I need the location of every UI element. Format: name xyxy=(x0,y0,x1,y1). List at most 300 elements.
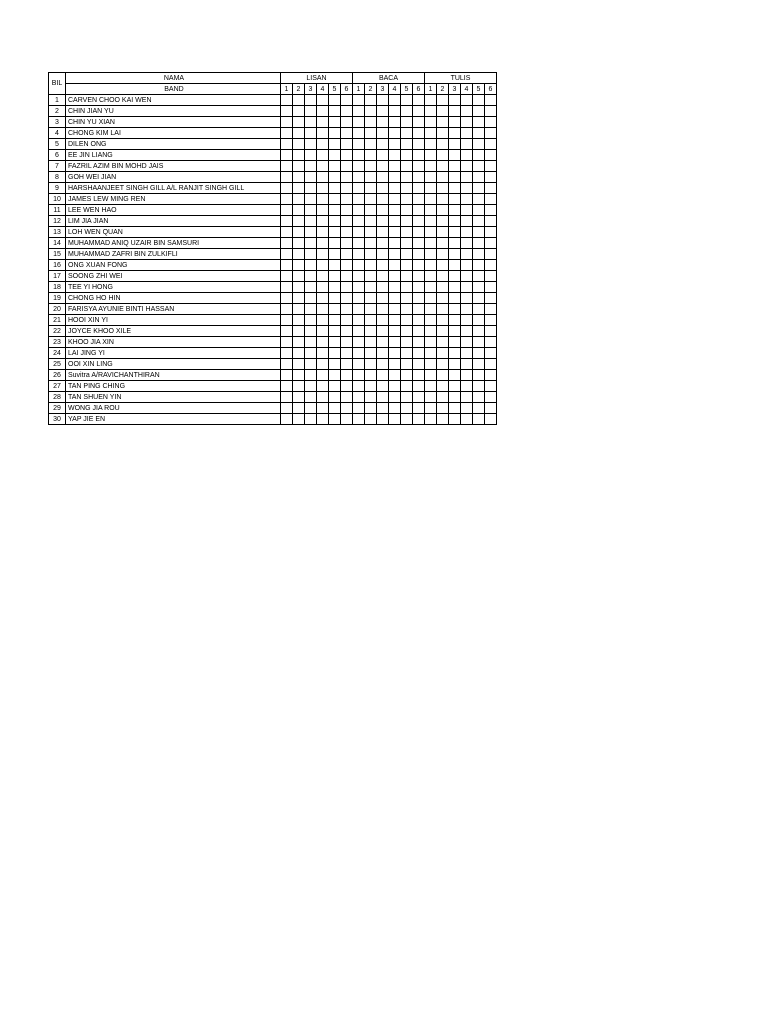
baca-level-4-cell[interactable] xyxy=(389,359,401,370)
lisan-level-3-cell[interactable] xyxy=(305,172,317,183)
lisan-level-3-cell[interactable] xyxy=(305,106,317,117)
lisan-level-1-cell[interactable] xyxy=(281,414,293,425)
baca-level-4-cell[interactable] xyxy=(389,172,401,183)
lisan-level-1-cell[interactable] xyxy=(281,139,293,150)
lisan-level-5-cell[interactable] xyxy=(329,348,341,359)
baca-level-3-cell[interactable] xyxy=(377,392,389,403)
tulis-level-4-cell[interactable] xyxy=(461,194,473,205)
lisan-level-3-cell[interactable] xyxy=(305,161,317,172)
baca-level-1-cell[interactable] xyxy=(353,117,365,128)
baca-level-5-cell[interactable] xyxy=(401,117,413,128)
lisan-level-1-cell[interactable] xyxy=(281,172,293,183)
lisan-level-1-cell[interactable] xyxy=(281,227,293,238)
tulis-level-5-cell[interactable] xyxy=(473,326,485,337)
lisan-level-5-cell[interactable] xyxy=(329,117,341,128)
tulis-level-2-cell[interactable] xyxy=(437,359,449,370)
tulis-level-4-cell[interactable] xyxy=(461,403,473,414)
lisan-level-1-cell[interactable] xyxy=(281,348,293,359)
lisan-level-2-cell[interactable] xyxy=(293,414,305,425)
lisan-level-5-cell[interactable] xyxy=(329,326,341,337)
tulis-level-3-cell[interactable] xyxy=(449,194,461,205)
lisan-level-2-cell[interactable] xyxy=(293,403,305,414)
tulis-level-2-cell[interactable] xyxy=(437,139,449,150)
tulis-level-4-cell[interactable] xyxy=(461,271,473,282)
baca-level-5-cell[interactable] xyxy=(401,392,413,403)
lisan-level-1-cell[interactable] xyxy=(281,95,293,106)
tulis-level-1-cell[interactable] xyxy=(425,117,437,128)
lisan-level-4-cell[interactable] xyxy=(317,249,329,260)
baca-level-6-cell[interactable] xyxy=(413,227,425,238)
baca-level-6-cell[interactable] xyxy=(413,183,425,194)
tulis-level-6-cell[interactable] xyxy=(485,238,497,249)
baca-level-3-cell[interactable] xyxy=(377,359,389,370)
baca-level-2-cell[interactable] xyxy=(365,128,377,139)
tulis-level-1-cell[interactable] xyxy=(425,216,437,227)
lisan-level-5-cell[interactable] xyxy=(329,227,341,238)
lisan-level-2-cell[interactable] xyxy=(293,370,305,381)
baca-level-1-cell[interactable] xyxy=(353,392,365,403)
tulis-level-5-cell[interactable] xyxy=(473,282,485,293)
tulis-level-1-cell[interactable] xyxy=(425,337,437,348)
lisan-level-6-cell[interactable] xyxy=(341,359,353,370)
baca-level-5-cell[interactable] xyxy=(401,227,413,238)
baca-level-6-cell[interactable] xyxy=(413,139,425,150)
tulis-level-4-cell[interactable] xyxy=(461,139,473,150)
tulis-level-6-cell[interactable] xyxy=(485,117,497,128)
baca-level-6-cell[interactable] xyxy=(413,381,425,392)
baca-level-6-cell[interactable] xyxy=(413,414,425,425)
lisan-level-3-cell[interactable] xyxy=(305,183,317,194)
tulis-level-6-cell[interactable] xyxy=(485,315,497,326)
lisan-level-6-cell[interactable] xyxy=(341,205,353,216)
lisan-level-1-cell[interactable] xyxy=(281,128,293,139)
baca-level-5-cell[interactable] xyxy=(401,293,413,304)
baca-level-5-cell[interactable] xyxy=(401,359,413,370)
tulis-level-4-cell[interactable] xyxy=(461,216,473,227)
tulis-level-5-cell[interactable] xyxy=(473,205,485,216)
tulis-level-3-cell[interactable] xyxy=(449,315,461,326)
lisan-level-4-cell[interactable] xyxy=(317,293,329,304)
lisan-level-5-cell[interactable] xyxy=(329,238,341,249)
tulis-level-6-cell[interactable] xyxy=(485,106,497,117)
tulis-level-6-cell[interactable] xyxy=(485,392,497,403)
tulis-level-5-cell[interactable] xyxy=(473,304,485,315)
tulis-level-4-cell[interactable] xyxy=(461,128,473,139)
baca-level-3-cell[interactable] xyxy=(377,227,389,238)
lisan-level-6-cell[interactable] xyxy=(341,403,353,414)
lisan-level-3-cell[interactable] xyxy=(305,128,317,139)
lisan-level-3-cell[interactable] xyxy=(305,414,317,425)
tulis-level-3-cell[interactable] xyxy=(449,95,461,106)
tulis-level-3-cell[interactable] xyxy=(449,172,461,183)
tulis-level-5-cell[interactable] xyxy=(473,139,485,150)
lisan-level-4-cell[interactable] xyxy=(317,260,329,271)
tulis-level-6-cell[interactable] xyxy=(485,414,497,425)
tulis-level-4-cell[interactable] xyxy=(461,293,473,304)
lisan-level-6-cell[interactable] xyxy=(341,260,353,271)
lisan-level-5-cell[interactable] xyxy=(329,128,341,139)
baca-level-3-cell[interactable] xyxy=(377,337,389,348)
tulis-level-6-cell[interactable] xyxy=(485,249,497,260)
lisan-level-2-cell[interactable] xyxy=(293,392,305,403)
tulis-level-3-cell[interactable] xyxy=(449,359,461,370)
tulis-level-5-cell[interactable] xyxy=(473,238,485,249)
lisan-level-3-cell[interactable] xyxy=(305,403,317,414)
lisan-level-5-cell[interactable] xyxy=(329,161,341,172)
tulis-level-2-cell[interactable] xyxy=(437,161,449,172)
tulis-level-2-cell[interactable] xyxy=(437,337,449,348)
baca-level-3-cell[interactable] xyxy=(377,381,389,392)
lisan-level-2-cell[interactable] xyxy=(293,315,305,326)
tulis-level-6-cell[interactable] xyxy=(485,293,497,304)
tulis-level-4-cell[interactable] xyxy=(461,359,473,370)
lisan-level-2-cell[interactable] xyxy=(293,249,305,260)
baca-level-4-cell[interactable] xyxy=(389,205,401,216)
baca-level-5-cell[interactable] xyxy=(401,414,413,425)
baca-level-6-cell[interactable] xyxy=(413,315,425,326)
tulis-level-5-cell[interactable] xyxy=(473,315,485,326)
baca-level-6-cell[interactable] xyxy=(413,106,425,117)
lisan-level-1-cell[interactable] xyxy=(281,183,293,194)
baca-level-1-cell[interactable] xyxy=(353,150,365,161)
baca-level-5-cell[interactable] xyxy=(401,370,413,381)
baca-level-2-cell[interactable] xyxy=(365,106,377,117)
lisan-level-3-cell[interactable] xyxy=(305,381,317,392)
baca-level-3-cell[interactable] xyxy=(377,139,389,150)
lisan-level-6-cell[interactable] xyxy=(341,381,353,392)
baca-level-3-cell[interactable] xyxy=(377,216,389,227)
tulis-level-5-cell[interactable] xyxy=(473,183,485,194)
baca-level-2-cell[interactable] xyxy=(365,172,377,183)
lisan-level-3-cell[interactable] xyxy=(305,216,317,227)
baca-level-3-cell[interactable] xyxy=(377,282,389,293)
lisan-level-4-cell[interactable] xyxy=(317,403,329,414)
lisan-level-1-cell[interactable] xyxy=(281,216,293,227)
tulis-level-6-cell[interactable] xyxy=(485,260,497,271)
baca-level-5-cell[interactable] xyxy=(401,95,413,106)
lisan-level-1-cell[interactable] xyxy=(281,161,293,172)
tulis-level-1-cell[interactable] xyxy=(425,205,437,216)
lisan-level-5-cell[interactable] xyxy=(329,139,341,150)
baca-level-1-cell[interactable] xyxy=(353,403,365,414)
baca-level-4-cell[interactable] xyxy=(389,293,401,304)
tulis-level-1-cell[interactable] xyxy=(425,293,437,304)
baca-level-3-cell[interactable] xyxy=(377,183,389,194)
baca-level-6-cell[interactable] xyxy=(413,117,425,128)
lisan-level-5-cell[interactable] xyxy=(329,150,341,161)
lisan-level-2-cell[interactable] xyxy=(293,139,305,150)
tulis-level-2-cell[interactable] xyxy=(437,128,449,139)
lisan-level-4-cell[interactable] xyxy=(317,392,329,403)
tulis-level-3-cell[interactable] xyxy=(449,139,461,150)
tulis-level-2-cell[interactable] xyxy=(437,205,449,216)
lisan-level-6-cell[interactable] xyxy=(341,150,353,161)
baca-level-1-cell[interactable] xyxy=(353,282,365,293)
baca-level-1-cell[interactable] xyxy=(353,161,365,172)
baca-level-4-cell[interactable] xyxy=(389,271,401,282)
tulis-level-3-cell[interactable] xyxy=(449,106,461,117)
lisan-level-5-cell[interactable] xyxy=(329,183,341,194)
tulis-level-2-cell[interactable] xyxy=(437,348,449,359)
tulis-level-1-cell[interactable] xyxy=(425,271,437,282)
tulis-level-6-cell[interactable] xyxy=(485,150,497,161)
tulis-level-5-cell[interactable] xyxy=(473,227,485,238)
tulis-level-2-cell[interactable] xyxy=(437,194,449,205)
tulis-level-1-cell[interactable] xyxy=(425,392,437,403)
baca-level-4-cell[interactable] xyxy=(389,227,401,238)
tulis-level-2-cell[interactable] xyxy=(437,227,449,238)
baca-level-3-cell[interactable] xyxy=(377,326,389,337)
lisan-level-3-cell[interactable] xyxy=(305,326,317,337)
tulis-level-4-cell[interactable] xyxy=(461,414,473,425)
lisan-level-1-cell[interactable] xyxy=(281,117,293,128)
baca-level-2-cell[interactable] xyxy=(365,139,377,150)
lisan-level-6-cell[interactable] xyxy=(341,106,353,117)
tulis-level-1-cell[interactable] xyxy=(425,172,437,183)
lisan-level-1-cell[interactable] xyxy=(281,106,293,117)
tulis-level-3-cell[interactable] xyxy=(449,271,461,282)
baca-level-3-cell[interactable] xyxy=(377,106,389,117)
baca-level-3-cell[interactable] xyxy=(377,260,389,271)
baca-level-2-cell[interactable] xyxy=(365,271,377,282)
tulis-level-6-cell[interactable] xyxy=(485,381,497,392)
lisan-level-6-cell[interactable] xyxy=(341,282,353,293)
lisan-level-6-cell[interactable] xyxy=(341,271,353,282)
baca-level-4-cell[interactable] xyxy=(389,106,401,117)
baca-level-4-cell[interactable] xyxy=(389,337,401,348)
baca-level-5-cell[interactable] xyxy=(401,282,413,293)
tulis-level-2-cell[interactable] xyxy=(437,414,449,425)
tulis-level-1-cell[interactable] xyxy=(425,381,437,392)
baca-level-4-cell[interactable] xyxy=(389,370,401,381)
baca-level-6-cell[interactable] xyxy=(413,260,425,271)
tulis-level-1-cell[interactable] xyxy=(425,414,437,425)
baca-level-2-cell[interactable] xyxy=(365,95,377,106)
tulis-level-4-cell[interactable] xyxy=(461,227,473,238)
lisan-level-5-cell[interactable] xyxy=(329,370,341,381)
lisan-level-1-cell[interactable] xyxy=(281,337,293,348)
lisan-level-6-cell[interactable] xyxy=(341,117,353,128)
tulis-level-5-cell[interactable] xyxy=(473,381,485,392)
lisan-level-4-cell[interactable] xyxy=(317,414,329,425)
tulis-level-1-cell[interactable] xyxy=(425,161,437,172)
lisan-level-2-cell[interactable] xyxy=(293,194,305,205)
tulis-level-6-cell[interactable] xyxy=(485,128,497,139)
tulis-level-6-cell[interactable] xyxy=(485,326,497,337)
baca-level-4-cell[interactable] xyxy=(389,128,401,139)
tulis-level-4-cell[interactable] xyxy=(461,370,473,381)
baca-level-4-cell[interactable] xyxy=(389,326,401,337)
baca-level-6-cell[interactable] xyxy=(413,337,425,348)
baca-level-1-cell[interactable] xyxy=(353,293,365,304)
baca-level-5-cell[interactable] xyxy=(401,238,413,249)
lisan-level-6-cell[interactable] xyxy=(341,227,353,238)
baca-level-3-cell[interactable] xyxy=(377,172,389,183)
lisan-level-4-cell[interactable] xyxy=(317,227,329,238)
lisan-level-5-cell[interactable] xyxy=(329,194,341,205)
baca-level-2-cell[interactable] xyxy=(365,205,377,216)
lisan-level-2-cell[interactable] xyxy=(293,150,305,161)
tulis-level-6-cell[interactable] xyxy=(485,282,497,293)
lisan-level-6-cell[interactable] xyxy=(341,249,353,260)
baca-level-6-cell[interactable] xyxy=(413,128,425,139)
tulis-level-3-cell[interactable] xyxy=(449,227,461,238)
baca-level-1-cell[interactable] xyxy=(353,326,365,337)
tulis-level-3-cell[interactable] xyxy=(449,238,461,249)
baca-level-6-cell[interactable] xyxy=(413,359,425,370)
tulis-level-2-cell[interactable] xyxy=(437,117,449,128)
tulis-level-3-cell[interactable] xyxy=(449,249,461,260)
baca-level-1-cell[interactable] xyxy=(353,216,365,227)
lisan-level-6-cell[interactable] xyxy=(341,216,353,227)
tulis-level-4-cell[interactable] xyxy=(461,249,473,260)
tulis-level-1-cell[interactable] xyxy=(425,95,437,106)
tulis-level-2-cell[interactable] xyxy=(437,95,449,106)
baca-level-1-cell[interactable] xyxy=(353,139,365,150)
lisan-level-1-cell[interactable] xyxy=(281,403,293,414)
baca-level-4-cell[interactable] xyxy=(389,249,401,260)
baca-level-1-cell[interactable] xyxy=(353,359,365,370)
tulis-level-2-cell[interactable] xyxy=(437,216,449,227)
tulis-level-1-cell[interactable] xyxy=(425,194,437,205)
tulis-level-5-cell[interactable] xyxy=(473,194,485,205)
baca-level-3-cell[interactable] xyxy=(377,293,389,304)
tulis-level-6-cell[interactable] xyxy=(485,370,497,381)
tulis-level-5-cell[interactable] xyxy=(473,128,485,139)
tulis-level-6-cell[interactable] xyxy=(485,271,497,282)
baca-level-2-cell[interactable] xyxy=(365,117,377,128)
baca-level-3-cell[interactable] xyxy=(377,348,389,359)
lisan-level-2-cell[interactable] xyxy=(293,381,305,392)
baca-level-2-cell[interactable] xyxy=(365,238,377,249)
baca-level-3-cell[interactable] xyxy=(377,161,389,172)
tulis-level-1-cell[interactable] xyxy=(425,227,437,238)
tulis-level-4-cell[interactable] xyxy=(461,337,473,348)
lisan-level-6-cell[interactable] xyxy=(341,238,353,249)
tulis-level-5-cell[interactable] xyxy=(473,249,485,260)
lisan-level-5-cell[interactable] xyxy=(329,172,341,183)
baca-level-4-cell[interactable] xyxy=(389,150,401,161)
lisan-level-2-cell[interactable] xyxy=(293,95,305,106)
baca-level-2-cell[interactable] xyxy=(365,348,377,359)
baca-level-4-cell[interactable] xyxy=(389,183,401,194)
tulis-level-4-cell[interactable] xyxy=(461,117,473,128)
lisan-level-2-cell[interactable] xyxy=(293,238,305,249)
tulis-level-5-cell[interactable] xyxy=(473,359,485,370)
lisan-level-1-cell[interactable] xyxy=(281,238,293,249)
baca-level-5-cell[interactable] xyxy=(401,271,413,282)
baca-level-2-cell[interactable] xyxy=(365,216,377,227)
lisan-level-6-cell[interactable] xyxy=(341,172,353,183)
lisan-level-3-cell[interactable] xyxy=(305,95,317,106)
baca-level-1-cell[interactable] xyxy=(353,370,365,381)
lisan-level-2-cell[interactable] xyxy=(293,117,305,128)
lisan-level-1-cell[interactable] xyxy=(281,304,293,315)
tulis-level-2-cell[interactable] xyxy=(437,249,449,260)
lisan-level-3-cell[interactable] xyxy=(305,348,317,359)
baca-level-3-cell[interactable] xyxy=(377,150,389,161)
tulis-level-5-cell[interactable] xyxy=(473,403,485,414)
lisan-level-6-cell[interactable] xyxy=(341,139,353,150)
lisan-level-4-cell[interactable] xyxy=(317,326,329,337)
lisan-level-5-cell[interactable] xyxy=(329,315,341,326)
lisan-level-5-cell[interactable] xyxy=(329,359,341,370)
baca-level-6-cell[interactable] xyxy=(413,304,425,315)
lisan-level-4-cell[interactable] xyxy=(317,337,329,348)
baca-level-5-cell[interactable] xyxy=(401,150,413,161)
lisan-level-1-cell[interactable] xyxy=(281,205,293,216)
tulis-level-2-cell[interactable] xyxy=(437,150,449,161)
tulis-level-1-cell[interactable] xyxy=(425,183,437,194)
baca-level-2-cell[interactable] xyxy=(365,414,377,425)
baca-level-5-cell[interactable] xyxy=(401,216,413,227)
tulis-level-5-cell[interactable] xyxy=(473,348,485,359)
baca-level-3-cell[interactable] xyxy=(377,249,389,260)
tulis-level-1-cell[interactable] xyxy=(425,348,437,359)
lisan-level-4-cell[interactable] xyxy=(317,139,329,150)
baca-level-1-cell[interactable] xyxy=(353,238,365,249)
lisan-level-1-cell[interactable] xyxy=(281,282,293,293)
baca-level-5-cell[interactable] xyxy=(401,172,413,183)
lisan-level-3-cell[interactable] xyxy=(305,227,317,238)
baca-level-4-cell[interactable] xyxy=(389,381,401,392)
tulis-level-3-cell[interactable] xyxy=(449,348,461,359)
baca-level-3-cell[interactable] xyxy=(377,403,389,414)
lisan-level-4-cell[interactable] xyxy=(317,150,329,161)
tulis-level-4-cell[interactable] xyxy=(461,260,473,271)
lisan-level-5-cell[interactable] xyxy=(329,381,341,392)
tulis-level-3-cell[interactable] xyxy=(449,392,461,403)
baca-level-5-cell[interactable] xyxy=(401,304,413,315)
tulis-level-1-cell[interactable] xyxy=(425,150,437,161)
tulis-level-4-cell[interactable] xyxy=(461,205,473,216)
tulis-level-6-cell[interactable] xyxy=(485,403,497,414)
tulis-level-6-cell[interactable] xyxy=(485,348,497,359)
tulis-level-4-cell[interactable] xyxy=(461,172,473,183)
lisan-level-2-cell[interactable] xyxy=(293,359,305,370)
tulis-level-3-cell[interactable] xyxy=(449,403,461,414)
tulis-level-3-cell[interactable] xyxy=(449,117,461,128)
lisan-level-3-cell[interactable] xyxy=(305,271,317,282)
baca-level-3-cell[interactable] xyxy=(377,194,389,205)
tulis-level-1-cell[interactable] xyxy=(425,370,437,381)
lisan-level-5-cell[interactable] xyxy=(329,216,341,227)
tulis-level-1-cell[interactable] xyxy=(425,249,437,260)
tulis-level-2-cell[interactable] xyxy=(437,381,449,392)
tulis-level-4-cell[interactable] xyxy=(461,150,473,161)
lisan-level-3-cell[interactable] xyxy=(305,315,317,326)
baca-level-6-cell[interactable] xyxy=(413,161,425,172)
tulis-level-4-cell[interactable] xyxy=(461,95,473,106)
lisan-level-4-cell[interactable] xyxy=(317,359,329,370)
lisan-level-6-cell[interactable] xyxy=(341,348,353,359)
lisan-level-3-cell[interactable] xyxy=(305,238,317,249)
baca-level-1-cell[interactable] xyxy=(353,304,365,315)
lisan-level-2-cell[interactable] xyxy=(293,183,305,194)
lisan-level-6-cell[interactable] xyxy=(341,293,353,304)
tulis-level-2-cell[interactable] xyxy=(437,403,449,414)
baca-level-5-cell[interactable] xyxy=(401,183,413,194)
lisan-level-4-cell[interactable] xyxy=(317,106,329,117)
baca-level-2-cell[interactable] xyxy=(365,227,377,238)
lisan-level-5-cell[interactable] xyxy=(329,249,341,260)
tulis-level-5-cell[interactable] xyxy=(473,414,485,425)
tulis-level-4-cell[interactable] xyxy=(461,348,473,359)
baca-level-4-cell[interactable] xyxy=(389,161,401,172)
lisan-level-5-cell[interactable] xyxy=(329,304,341,315)
tulis-level-3-cell[interactable] xyxy=(449,216,461,227)
lisan-level-6-cell[interactable] xyxy=(341,337,353,348)
